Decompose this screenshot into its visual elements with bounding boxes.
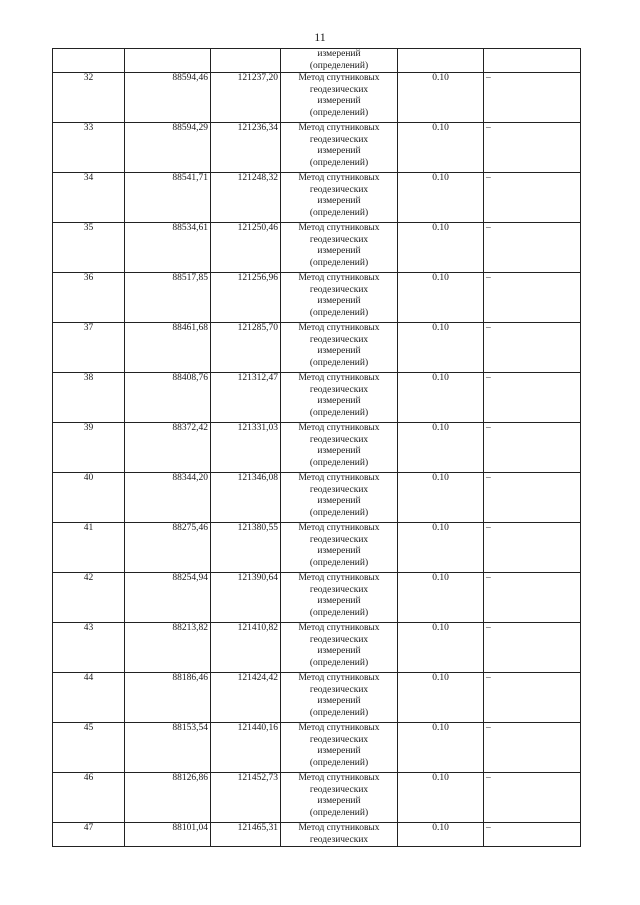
note-dash: – (484, 423, 581, 473)
x-coordinate: 88101,04 (125, 823, 211, 847)
method-line: измерений (317, 546, 361, 557)
method-line: измерений (317, 96, 361, 107)
method-line: (определений) (309, 607, 369, 618)
method-line: (определений) (309, 507, 369, 518)
method-line: измерений (317, 296, 361, 307)
table-row (53, 473, 581, 523)
precision-value: 0.10 (398, 273, 484, 323)
y-coordinate: 121346,08 (211, 473, 281, 523)
precision-value: 0.10 (398, 673, 484, 723)
method-line: (определений) (309, 657, 369, 668)
method-line: (определений) (309, 257, 369, 268)
method-cell (281, 423, 398, 473)
table-row (53, 373, 581, 423)
note-dash: – (484, 123, 581, 173)
precision-value: 0.10 (398, 773, 484, 823)
y-coordinate: 121256,96 (211, 273, 281, 323)
table-row (53, 323, 581, 373)
method-line: (определений) (309, 557, 369, 568)
method-line: Метод спутниковых (298, 423, 380, 434)
method-line: геодезических (309, 434, 369, 445)
table-row-continuation (53, 49, 581, 73)
x-coordinate: 88594,29 (125, 123, 211, 173)
method-line: Метод спутниковых (298, 223, 380, 234)
y-coordinate: 121312,47 (211, 373, 281, 423)
precision-value: 0.10 (398, 623, 484, 673)
point-number: 44 (53, 673, 125, 723)
table-row (53, 173, 581, 223)
point-number: 42 (53, 573, 125, 623)
precision-value: 0.10 (398, 473, 484, 523)
method-line: геодезических (309, 684, 369, 695)
method-cell (281, 773, 398, 823)
method-line: Метод спутниковых (298, 373, 380, 384)
x-coordinate: 88594,46 (125, 73, 211, 123)
method-cell (281, 473, 398, 523)
y-coordinate: 121410,82 (211, 623, 281, 673)
method-line: геодезических (309, 834, 369, 845)
precision-value: 0.10 (398, 823, 484, 847)
y-coordinate: 121465,31 (211, 823, 281, 847)
method-line: Метод спутниковых (298, 173, 380, 184)
point-number: 34 (53, 173, 125, 223)
y-coordinate: 121248,32 (211, 173, 281, 223)
method-line: Метод спутниковых (298, 673, 380, 684)
table-row (53, 273, 581, 323)
note-dash: – (484, 323, 581, 373)
method-cell (281, 723, 398, 773)
method-line: измерений (317, 596, 361, 607)
table-row (53, 723, 581, 773)
table-row (53, 123, 581, 173)
method-line: (определений) (309, 457, 369, 468)
point-number: 35 (53, 223, 125, 273)
method-line: измерений (317, 196, 361, 207)
note-dash: – (484, 773, 581, 823)
note-dash: – (484, 73, 581, 123)
precision-value: 0.10 (398, 73, 484, 123)
note-dash: – (484, 673, 581, 723)
y-coordinate: 121380,55 (211, 523, 281, 573)
method-cell (281, 173, 398, 223)
precision-value: 0.10 (398, 123, 484, 173)
table-row (53, 73, 581, 123)
method-line: измерений (317, 346, 361, 357)
table-row (53, 823, 581, 847)
y-coordinate: 121236,34 (211, 123, 281, 173)
table-row (53, 573, 581, 623)
method-line: измерений (317, 396, 361, 407)
point-number: 43 (53, 623, 125, 673)
method-line: измерений (317, 746, 361, 757)
point-number: 32 (53, 73, 125, 123)
x-coordinate: 88408,76 (125, 373, 211, 423)
y-coordinate: 121285,70 (211, 323, 281, 373)
method-line: геодезических (309, 184, 369, 195)
y-coordinate: 121237,20 (211, 73, 281, 123)
precision-value: 0.10 (398, 173, 484, 223)
x-coordinate: 88534,61 (125, 223, 211, 273)
method-cell (281, 373, 398, 423)
method-line: (определений) (309, 757, 369, 768)
note-dash: – (484, 573, 581, 623)
x-coordinate: 88344,20 (125, 473, 211, 523)
method-line: геодезических (309, 284, 369, 295)
method-line: Метод спутниковых (298, 573, 380, 584)
x-coordinate: 88126,86 (125, 773, 211, 823)
point-number: 45 (53, 723, 125, 773)
table-cell (484, 49, 581, 73)
method-line: Метод спутниковых (298, 723, 380, 734)
x-coordinate: 88275,46 (125, 523, 211, 573)
table-cell (53, 49, 125, 73)
method-cell (281, 273, 398, 323)
note-dash: – (484, 823, 581, 847)
method-cell (281, 823, 398, 847)
method-line: Метод спутниковых (298, 623, 380, 634)
method-line: измерений (317, 646, 361, 657)
method-line: (определений) (309, 157, 369, 168)
method-line: геодезических (309, 334, 369, 345)
method-line: (определений) (309, 407, 369, 418)
method-cell (281, 523, 398, 573)
method-line: геодезических (309, 384, 369, 395)
table-cell (125, 49, 211, 73)
method-cell (281, 73, 398, 123)
method-line: измерений (317, 696, 361, 707)
point-number: 33 (53, 123, 125, 173)
table-cell (211, 49, 281, 73)
y-coordinate: 121331,03 (211, 423, 281, 473)
page-number: 11 (314, 30, 326, 44)
method-line: геодезических (309, 234, 369, 245)
method-line: (определений) (309, 60, 369, 71)
method-line: геодезических (309, 534, 369, 545)
note-dash: – (484, 273, 581, 323)
note-dash: – (484, 173, 581, 223)
precision-value: 0.10 (398, 723, 484, 773)
y-coordinate: 121424,42 (211, 673, 281, 723)
point-number: 37 (53, 323, 125, 373)
precision-value: 0.10 (398, 573, 484, 623)
x-coordinate: 88213,82 (125, 623, 211, 673)
method-cell (281, 623, 398, 673)
precision-value: 0.10 (398, 423, 484, 473)
note-dash: – (484, 523, 581, 573)
method-line: (определений) (309, 107, 369, 118)
x-coordinate: 88541,71 (125, 173, 211, 223)
x-coordinate: 88186,46 (125, 673, 211, 723)
point-number: 47 (53, 823, 125, 847)
method-line: геодезических (309, 784, 369, 795)
method-line: геодезических (309, 584, 369, 595)
y-coordinate: 121390,64 (211, 573, 281, 623)
x-coordinate: 88461,68 (125, 323, 211, 373)
point-number: 38 (53, 373, 125, 423)
method-line: (определений) (309, 807, 369, 818)
method-line: Метод спутниковых (298, 73, 380, 84)
x-coordinate: 88517,85 (125, 273, 211, 323)
table-cell (398, 49, 484, 73)
method-line: измерений (317, 146, 361, 157)
note-dash: – (484, 473, 581, 523)
method-cell (281, 673, 398, 723)
point-number: 40 (53, 473, 125, 523)
method-line: геодезических (309, 484, 369, 495)
point-number: 46 (53, 773, 125, 823)
method-line: Метод спутниковых (298, 523, 380, 534)
table-row (53, 673, 581, 723)
method-line: (определений) (309, 707, 369, 718)
method-line: измерений (317, 446, 361, 457)
method-line: измерений (317, 496, 361, 507)
method-cell (281, 223, 398, 273)
method-line: Метод спутниковых (298, 823, 380, 834)
method-line: Метод спутниковых (298, 123, 380, 134)
y-coordinate: 121440,16 (211, 723, 281, 773)
x-coordinate: 88153,54 (125, 723, 211, 773)
point-number: 39 (53, 423, 125, 473)
point-number: 36 (53, 273, 125, 323)
method-line: (определений) (309, 307, 369, 318)
method-line: измерений (317, 49, 361, 59)
table-row (53, 523, 581, 573)
x-coordinate: 88372,42 (125, 423, 211, 473)
y-coordinate: 121452,73 (211, 773, 281, 823)
note-dash: – (484, 223, 581, 273)
table-row (53, 623, 581, 673)
method-line: Метод спутниковых (298, 473, 380, 484)
method-cell (281, 573, 398, 623)
method-cell (281, 123, 398, 173)
coordinates-table (52, 48, 581, 847)
precision-value: 0.10 (398, 323, 484, 373)
precision-value: 0.10 (398, 373, 484, 423)
precision-value: 0.10 (398, 523, 484, 573)
precision-value: 0.10 (398, 223, 484, 273)
method-cell (281, 323, 398, 373)
y-coordinate: 121250,46 (211, 223, 281, 273)
method-cell (281, 49, 398, 73)
x-coordinate: 88254,94 (125, 573, 211, 623)
table-row (53, 773, 581, 823)
method-line: измерений (317, 246, 361, 257)
method-line: Метод спутниковых (298, 323, 380, 334)
point-number: 41 (53, 523, 125, 573)
method-line: (определений) (309, 357, 369, 368)
note-dash: – (484, 623, 581, 673)
method-line: (определений) (309, 207, 369, 218)
method-line: геодезических (309, 84, 369, 95)
method-line: геодезических (309, 634, 369, 645)
table-row (53, 223, 581, 273)
method-line: Метод спутниковых (298, 773, 380, 784)
note-dash: – (484, 373, 581, 423)
note-dash: – (484, 723, 581, 773)
method-line: геодезических (309, 134, 369, 145)
method-line: измерений (317, 796, 361, 807)
method-line: Метод спутниковых (298, 273, 380, 284)
method-line: геодезических (309, 734, 369, 745)
table-row (53, 423, 581, 473)
